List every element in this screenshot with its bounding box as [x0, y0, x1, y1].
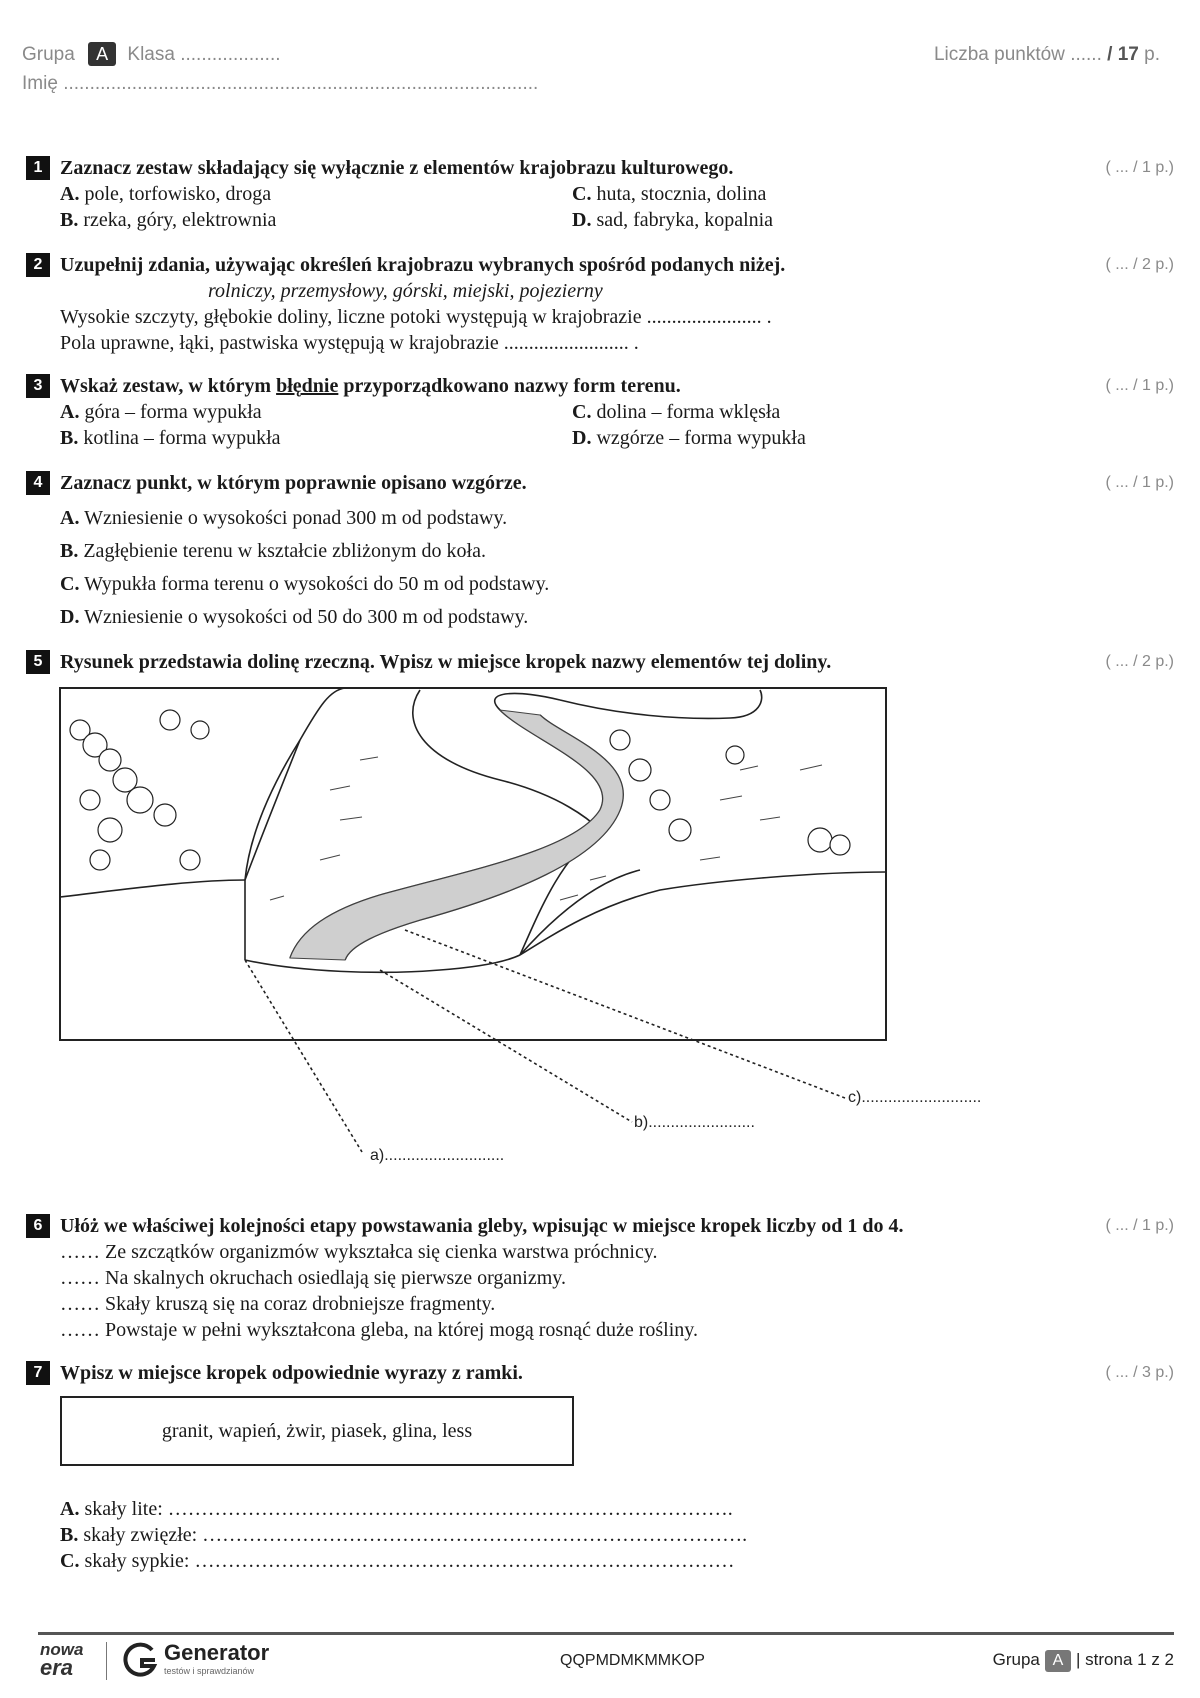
question-number: 3 [26, 374, 50, 398]
points-total: / 17 [1107, 44, 1139, 65]
option-d[interactable]: D. wzgórze – forma wypukła [572, 427, 806, 449]
header-points [934, 44, 1160, 66]
points-box: ( ... / 1 p.) [1105, 474, 1174, 491]
option-c[interactable]: C. huta, stocznia, dolina [572, 183, 767, 205]
question-5 [26, 649, 1174, 675]
name-label: Imię [22, 73, 58, 94]
group-label: Grupa [22, 44, 75, 65]
question-text: Ułóż we właściwej kolejności etapy powstawania gleby, wpisując w miejsce kropek liczby od 1 do 4. [60, 1215, 904, 1237]
option-a[interactable]: A. pole, torfowisko, droga [60, 183, 272, 205]
question-title [26, 470, 1174, 496]
logo-divider [106, 1642, 107, 1680]
question-title [26, 252, 1174, 278]
question-number: 7 [26, 1361, 50, 1385]
question-text: Uzupełnij zdania, używając określeń krajobrazu wybranych spośród podanych niżej. [60, 254, 786, 276]
question-text: Wpisz w miejsce kropek odpowiednie wyrazy z ramki. [60, 1362, 523, 1384]
answer-a[interactable]: A. skały lite: …………………………………………………………………………. [60, 1498, 733, 1520]
points-label: Liczba punktów [933, 44, 1065, 65]
sentence-2[interactable]: Pola uprawne, łąki, pastwiska występują w krajobrazie ......................... . [60, 332, 639, 354]
option-b[interactable]: B. rzeka, góry, elektrownia [60, 209, 277, 231]
word-box: granit, wapień, żwir, piasek, glina, less [60, 1396, 574, 1466]
answer-c[interactable]: C. skały sypkie: ……………………………………………………………………… [60, 1550, 735, 1572]
question-title [26, 1213, 1174, 1239]
option-a[interactable]: A. Wzniesienie o wysokości ponad 300 m od podstawy. [60, 507, 508, 529]
question-number: 4 [26, 471, 50, 495]
question-title [26, 373, 1174, 399]
stage-item[interactable]: …… Skały kruszą się na coraz drobniejsze fragmenty. [60, 1293, 496, 1315]
class-field[interactable]: ................... [180, 44, 281, 65]
option-d[interactable]: D. Wzniesienie o wysokości od 50 do 300 m od podstawy. [60, 606, 529, 628]
question-text: Wskaż zestaw, w którym [60, 375, 277, 397]
points-box: ( ... / 1 p.) [1105, 159, 1174, 176]
question-4 [26, 470, 1174, 634]
group-badge: A [88, 42, 116, 66]
answer-b[interactable]: B. skały zwięzłe: ………………………………………………………………………. [60, 1524, 748, 1546]
options [26, 399, 1174, 425]
word-bank: rolniczy, przemysłowy, górski, miejski, pojezierny [208, 280, 603, 302]
footer-group-badge: A [1045, 1650, 1072, 1672]
question-number: 1 [26, 156, 50, 180]
option-b[interactable]: B. kotlina – forma wypukła [60, 427, 281, 449]
option-a[interactable]: A. góra – forma wypukła [60, 401, 262, 423]
points-field[interactable]: ...... [1070, 44, 1102, 65]
generator-title: Generator [164, 1640, 270, 1665]
options [26, 181, 1174, 207]
stage-item[interactable]: …… Powstaje w pełni wykształcona gleba, na której mogą rosnąć duże rośliny. [60, 1319, 698, 1341]
class-label: Klasa [127, 44, 175, 65]
question-title [26, 1360, 1174, 1386]
generator-g-icon [120, 1640, 160, 1680]
question-text: przyporządkowano nazwy form terenu. [338, 375, 681, 397]
stage-item[interactable]: …… Ze szczątków organizmów wykształca się cienka warstwa próchnicy. [60, 1241, 658, 1263]
points-box: ( ... / 1 p.) [1105, 377, 1174, 394]
points-box: ( ... / 2 p.) [1105, 256, 1174, 273]
points-unit: p. [1144, 44, 1160, 65]
points-box: ( ... / 2 p.) [1105, 653, 1174, 670]
question-2 [26, 252, 1174, 356]
option-c[interactable]: C. dolina – forma wklęsła [572, 401, 781, 423]
nowa-era-logo: nowa era [40, 1640, 84, 1680]
footer-page-info: Grupa A | strona 1 z 2 [993, 1650, 1174, 1672]
question-text: Zaznacz zestaw składający się wyłącznie z elementów krajobrazu kulturowego. [60, 157, 734, 179]
question-7-answers [26, 1496, 1174, 1574]
underlined-word: błędnie [276, 375, 339, 397]
question-number: 5 [26, 650, 50, 674]
question-1 [26, 155, 1174, 233]
question-3 [26, 373, 1174, 451]
header-group [22, 42, 281, 66]
option-b[interactable]: B. Zagłębienie terenu w kształcie zbliżonym do koła. [60, 540, 486, 562]
sentence-1[interactable]: Wysokie szczyty, głębokie doliny, liczne potoki występują w krajobrazie ....................... . [60, 306, 772, 328]
question-number: 6 [26, 1214, 50, 1238]
question-6 [26, 1213, 1174, 1343]
question-number: 2 [26, 253, 50, 277]
question-7 [26, 1360, 1174, 1386]
test-code: QQPMDMKMMKOP [560, 1652, 705, 1669]
label-c[interactable]: c)........................... [848, 1089, 982, 1106]
question-title [26, 649, 1174, 675]
name-field[interactable]: .......................................................................................... [63, 73, 539, 94]
label-b[interactable]: b)........................ [634, 1114, 755, 1131]
option-d[interactable]: D. sad, fabryka, kopalnia [572, 209, 774, 231]
option-c[interactable]: C. Wypukła forma terenu o wysokości do 50 m od podstawy. [60, 573, 550, 595]
footer-divider [38, 1632, 1174, 1635]
question-text: Zaznacz punkt, w którym poprawnie opisano wzgórze. [60, 472, 527, 494]
options [26, 207, 1174, 233]
stage-item[interactable]: …… Na skalnych okruchach osiedlają się pierwsze organizmy. [60, 1267, 566, 1289]
options [26, 425, 1174, 451]
points-box: ( ... / 3 p.) [1105, 1364, 1174, 1381]
points-box: ( ... / 1 p.) [1105, 1217, 1174, 1234]
generator-subtitle: testów i sprawdzianów [164, 1666, 255, 1676]
question-text: Rysunek przedstawia dolinę rzeczną. Wpisz w miejsce kropek nazwy elementów tej doliny. [60, 651, 832, 673]
label-a[interactable]: a)........................... [370, 1147, 505, 1164]
header-name [22, 73, 538, 95]
question-title [26, 155, 1174, 181]
